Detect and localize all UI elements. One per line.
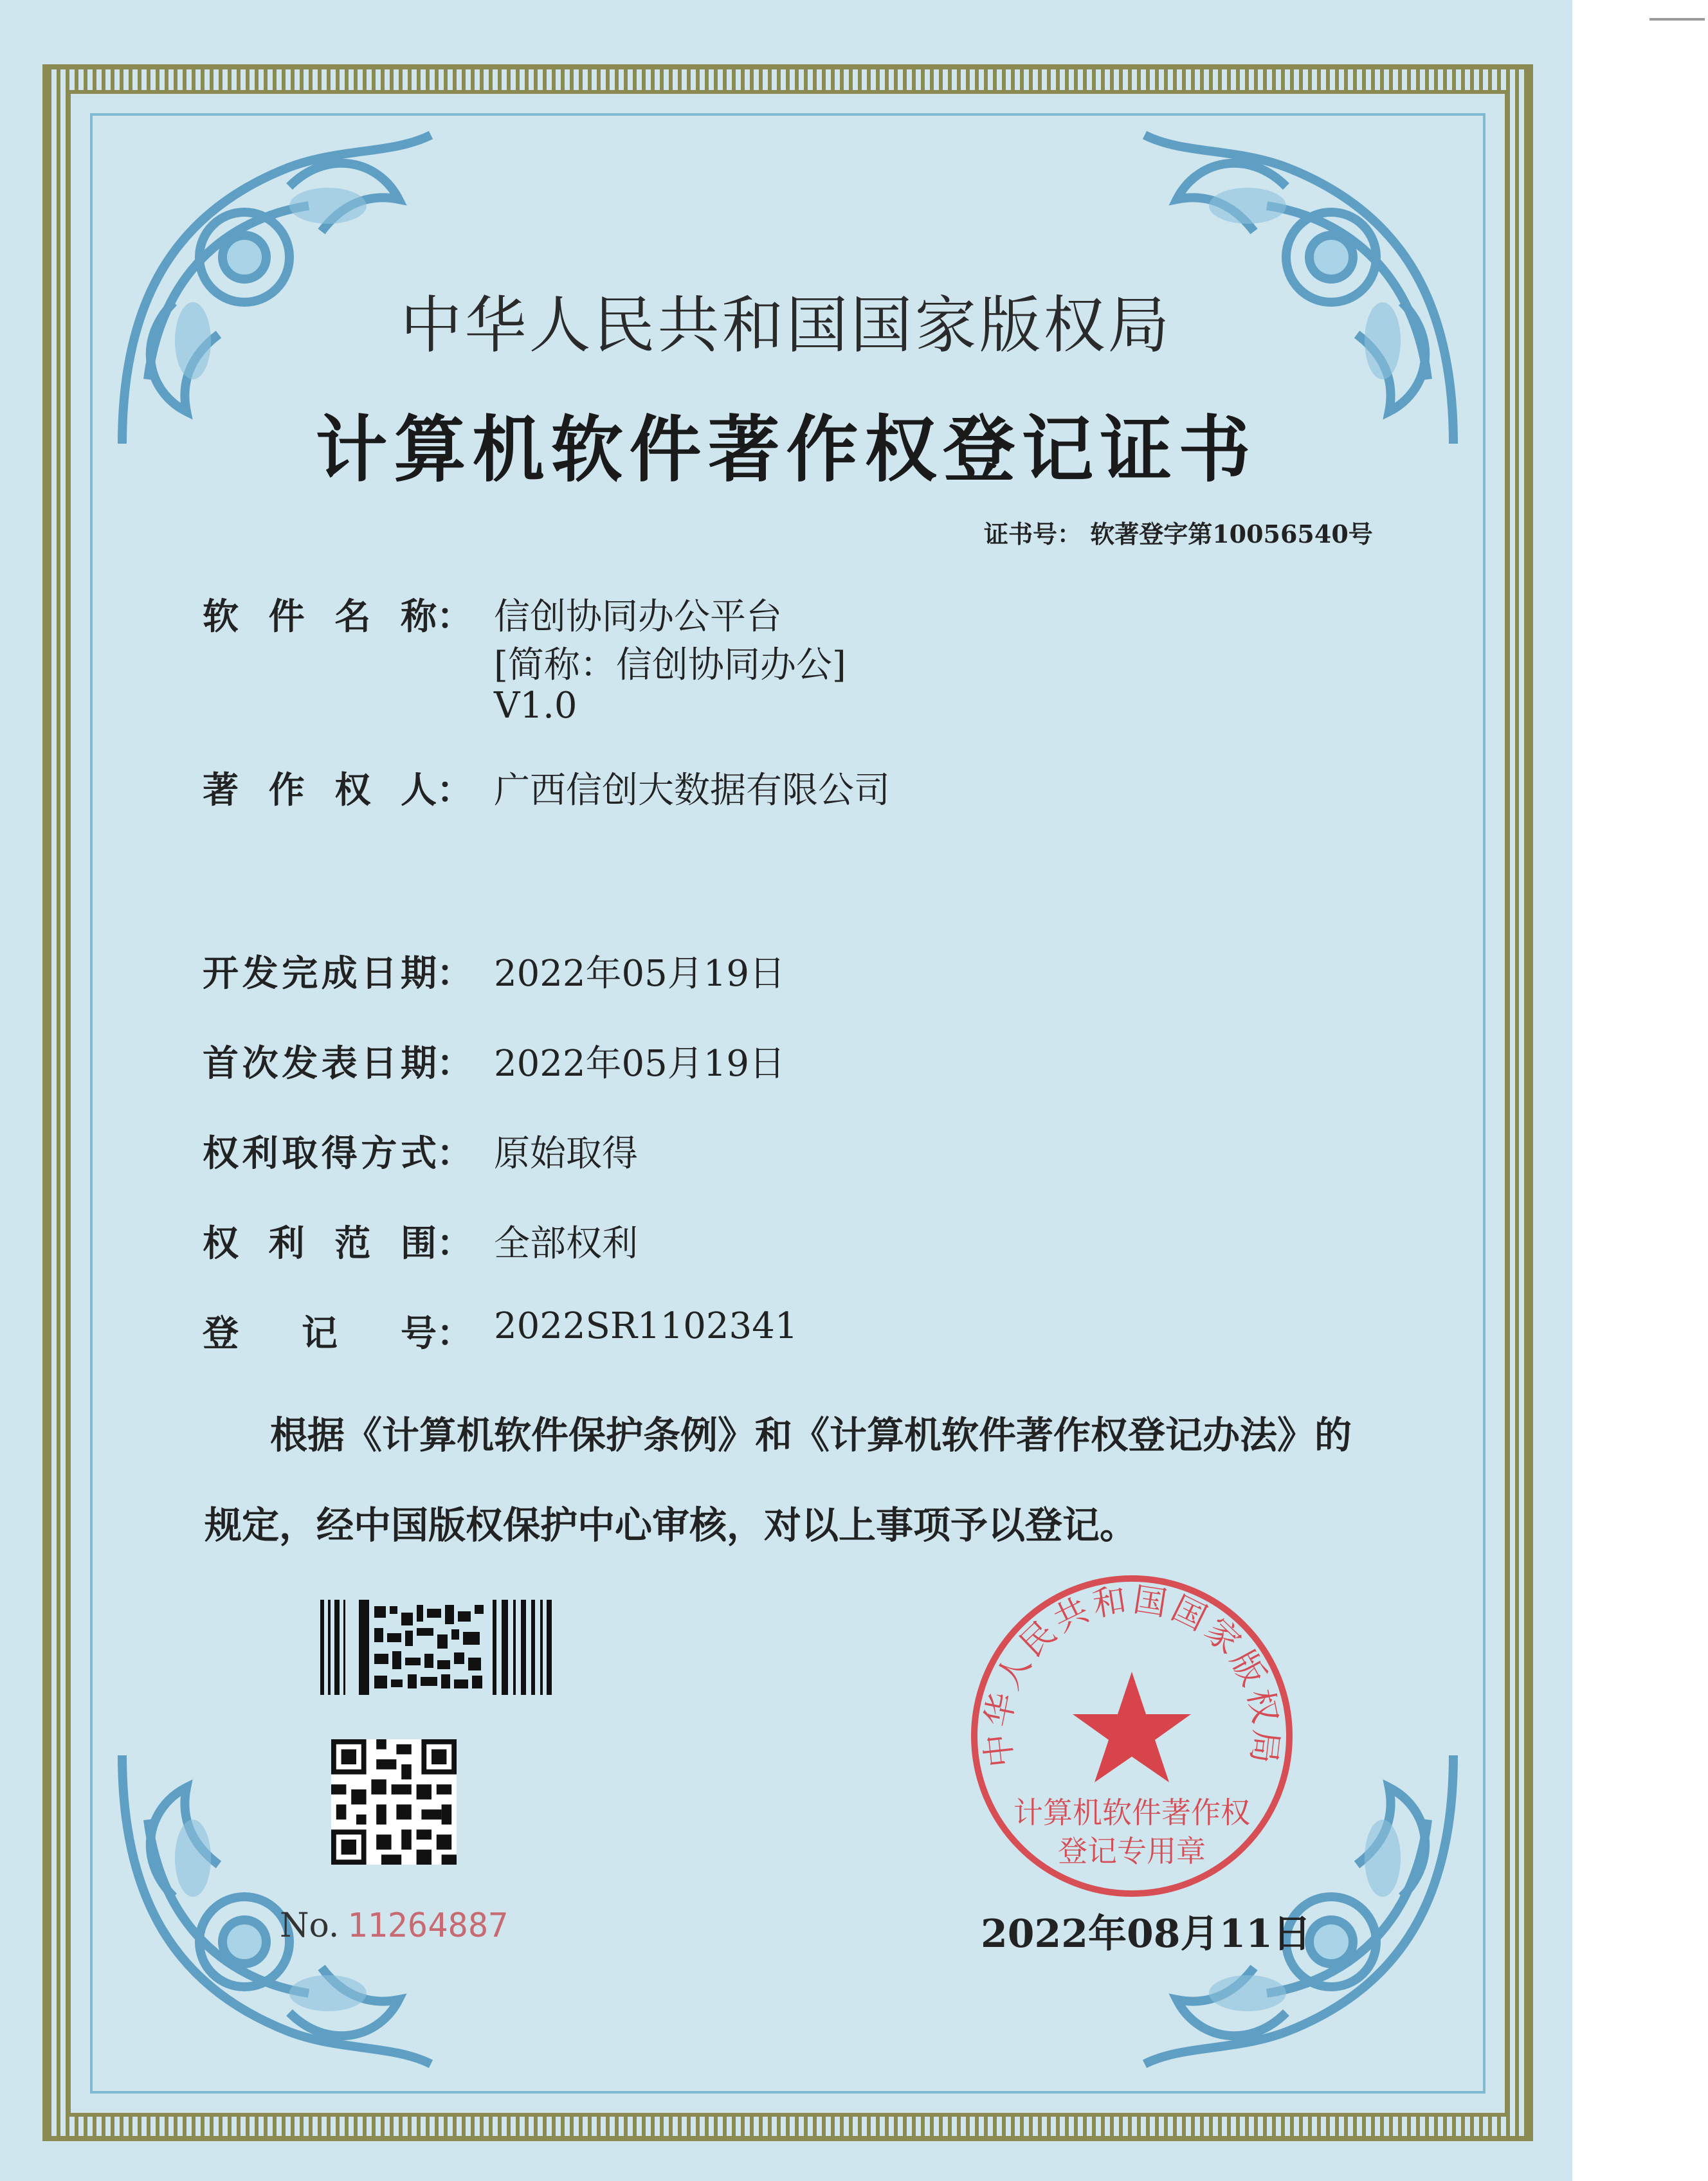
label-char: 名 xyxy=(334,595,371,638)
label-char: 登 xyxy=(203,1312,239,1355)
software-short-name-value: [简称：信创协同办公] xyxy=(494,644,846,686)
field-label-acquisition-method xyxy=(203,1125,473,1177)
label-char: 人： xyxy=(400,769,473,811)
field-label-completion-date xyxy=(203,945,473,997)
publication-date-value: 2022年05月19日 xyxy=(494,1043,786,1085)
seal-line-2: 登记专用章 xyxy=(1058,1834,1206,1869)
completion-date-value: 2022年05月19日 xyxy=(494,953,786,995)
label-char: 权 xyxy=(203,1132,239,1175)
label-char: 称： xyxy=(400,595,473,638)
label-char: 日 xyxy=(361,952,397,995)
label-char: 得 xyxy=(321,1132,358,1175)
label-char: 开 xyxy=(203,952,239,995)
field-label-rights-scope xyxy=(203,1215,473,1267)
official-seal xyxy=(965,1569,1299,1903)
label-char: 取 xyxy=(282,1132,318,1175)
software-name-value: 信创协同办公平台 xyxy=(494,596,782,638)
statement-line-1: 根据《计算机软件保护条例》和《计算机软件著作权登记办法》的 xyxy=(270,1413,1352,1457)
label-char: 权 xyxy=(203,1222,239,1265)
serial-number: 11264887 xyxy=(347,1906,509,1945)
field-label-publication-date xyxy=(203,1035,473,1087)
label-char: 著 xyxy=(203,769,239,811)
label-char: 成 xyxy=(321,952,358,995)
scan-edge-mark xyxy=(1649,18,1705,21)
copyright-owner-value: 广西信创大数据有限公司 xyxy=(494,770,890,811)
label-char: 利 xyxy=(268,1222,305,1265)
field-label-software-name xyxy=(203,588,473,640)
label-char: 次 xyxy=(242,1042,278,1085)
issue-date: 2022年08月11日 xyxy=(981,1912,1311,1957)
label-char: 日 xyxy=(361,1042,397,1085)
label-char: 期： xyxy=(400,1042,473,1085)
label-char: 围： xyxy=(400,1222,473,1265)
label-char: 方 xyxy=(361,1132,397,1175)
rights-scope-value: 全部权利 xyxy=(494,1223,638,1265)
serial-prefix: No. xyxy=(280,1906,340,1945)
label-char: 式： xyxy=(400,1132,473,1175)
label-char: 发 xyxy=(282,1042,318,1085)
label-char: 作 xyxy=(268,769,305,811)
label-char: 权 xyxy=(334,769,371,811)
qr-code-icon xyxy=(331,1739,457,1865)
acquisition-method-value: 原始取得 xyxy=(494,1133,638,1175)
registration-number-value: 2022SR1102341 xyxy=(494,1305,798,1347)
label-char: 发 xyxy=(242,952,278,995)
barcode-icon xyxy=(320,1600,552,1695)
field-label-copyright-owner xyxy=(203,762,473,813)
star-icon xyxy=(1073,1672,1191,1782)
seal-line-1: 计算机软件著作权 xyxy=(1013,1795,1250,1830)
label-char: 利 xyxy=(242,1132,278,1175)
label-char: 软 xyxy=(203,595,239,638)
field-label-registration-number xyxy=(203,1305,473,1357)
label-char: 号： xyxy=(401,1312,473,1355)
label-char: 期： xyxy=(400,952,473,995)
label-char: 完 xyxy=(282,952,318,995)
certificate-number: 证书号： 软著登字第10056540号 xyxy=(984,520,1373,548)
issuing-authority: 中华人民共和国国家版权局 xyxy=(400,289,1172,361)
label-char: 范 xyxy=(334,1222,371,1265)
seal-ring-text: 中华人民共和国国家版权局 xyxy=(978,1580,1286,1769)
certificate-title: 计算机软件著作权登记证书 xyxy=(315,408,1257,492)
label-char: 件 xyxy=(268,595,305,638)
label-char: 首 xyxy=(203,1042,239,1085)
statement-line-2: 规定，经中国版权保护中心审核，对以上事项予以登记。 xyxy=(204,1503,1138,1547)
label-char: 记 xyxy=(302,1312,338,1355)
label-char: 表 xyxy=(321,1042,358,1085)
software-version-value: V1.0 xyxy=(494,685,577,727)
